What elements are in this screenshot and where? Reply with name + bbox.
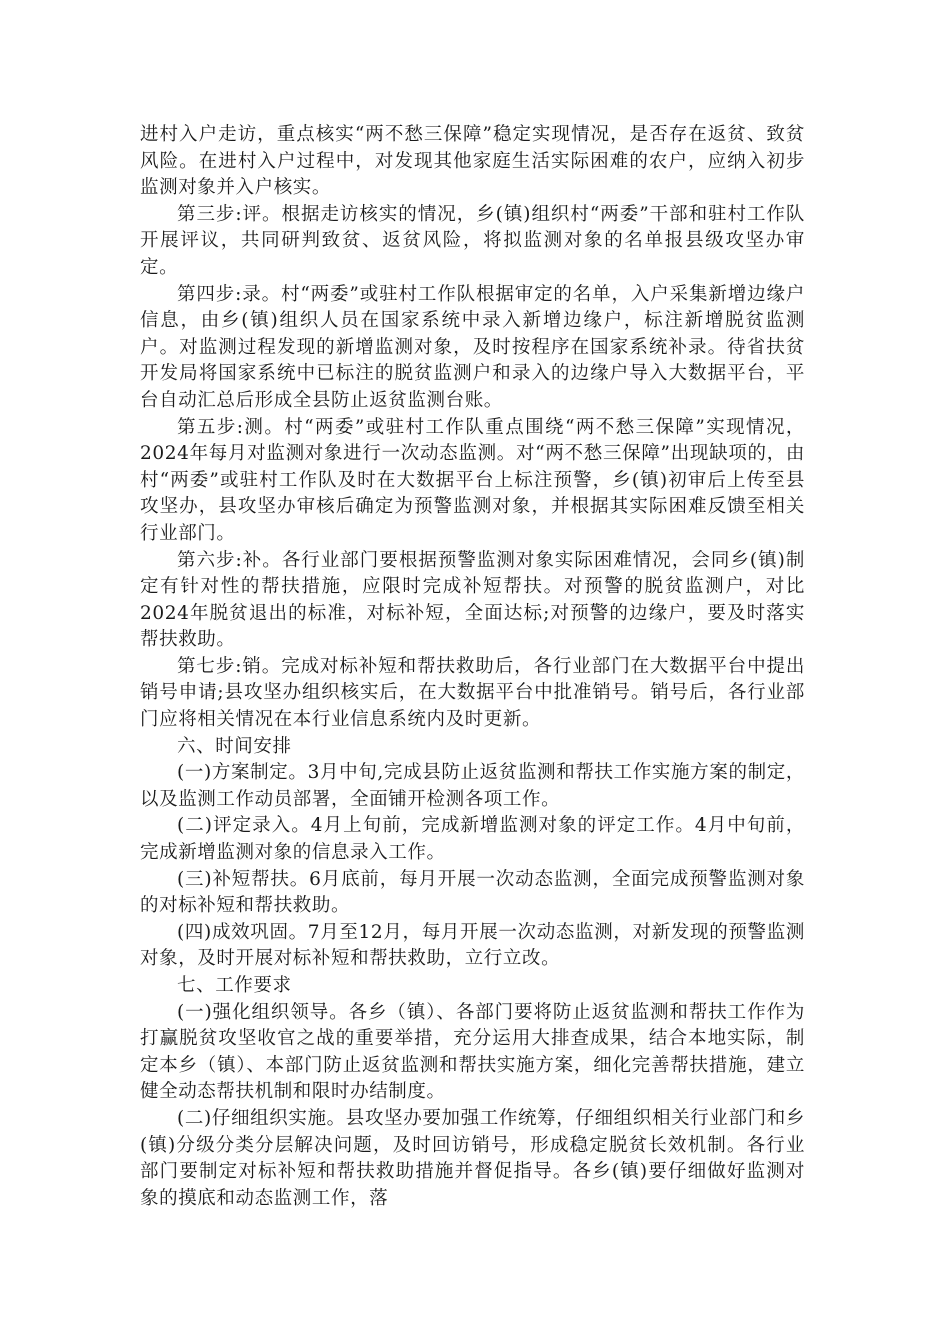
document-body [140,122,805,1212]
paragraph-step-three: 第三步:评。根据走访核实的情况，乡(镇)组织村“两委”干部和驻村工作队开展评议，共同研判致贫、返贫风险，将拟监测对象的名单报县级攻坚办审定。 [140,203,805,278]
paragraph-requirement-2: (二)仔细组织实施。县攻坚办要加强工作统筹，仔细组织相关行业部门和乡(镇)分级分类分层解决问题，及时回访销号，形成稳定脱贫长效机制。各行业部门要制定对标补短和帮扶救助措施并督促指导。各乡(镇)要仔细做好监测对象的摸底和动态监测工作，落 [140,1107,805,1209]
paragraph-step-six: 第六步:补。各行业部门要根据预警监测对象实际困难情况，会同乡(镇)制定有针对性的帮扶措施，应限时完成补短帮扶。对预警的脱贫监测户，对比2024年脱贫退出的标准，对标补短，全面达标;对预警的边缘户，要及时落实帮扶救助。 [140,549,805,651]
paragraph-schedule-1: (一)方案制定。3月中旬,完成县防止返贫监测和帮扶工作实施方案的制定，以及监测工作动员部署，全面铺开检测各项工作。 [140,762,805,810]
paragraph-schedule-2: (二)评定录入。4月上旬前，完成新增监测对象的评定工作。4月中旬前，完成新增监测对象的信息录入工作。 [140,815,805,864]
paragraph-schedule-3: (三)补短帮扶。6月底前，每月开展一次动态监测，全面完成预警监测对象的对标补短和帮扶救助。 [140,868,805,917]
section-heading-schedule: 六、时间安排 [177,735,292,757]
section-heading-requirements: 七、工作要求 [177,975,292,996]
paragraph-requirement-1: (一)强化组织领导。各乡（镇）、各部门要将防止返贫监测和帮扶工作作为打赢脱贫攻坚收官之战的重要举措，充分运用大排查成果，结合本地实际，制定本乡（镇）、本部门防止返贫监测和帮扶实施方案，细化完善帮扶措施，建立健全动态帮扶机制和限时办结制度。 [140,1001,805,1103]
paragraph-step-four: 第四步:录。村“两委”或驻村工作队根据审定的名单，入户采集新增边缘户信息，由乡(镇)组织人员在国家系统中录入新增边缘户，标注新增脱贫监测户。对监测过程发现的新增监测对象，及时按程序在国家系统补录。待省扶贫开发局将国家系统中已标注的脱贫监测户和录入的边缘户导入大数据平台，平台自动汇总后形成全县防止返贫监测台账。 [140,283,805,411]
paragraph-step-seven: 第七步:销。完成对标补短和帮扶救助后，各行业部门在大数据平台中提出销号申请;县攻坚办组织核实后，在大数据平台中批准销号。销号后，各行业部门应将相关情况在本行业信息系统内及时更新。 [140,655,805,731]
paragraph-continued: 进村入户走访，重点核实“两不愁三保障”稳定实现情况，是否存在返贫、致贫风险。在进村入户过程中，对发现其他家庭生活实际困难的农户，应纳入初步监测对象并入户核实。 [140,124,805,199]
paragraph-step-five: 第五步:测。村“两委”或驻村工作队重点围绕“两不愁三保障”实现情况，2024年每月对监测对象进行一次动态监测。对“两不愁三保障”出现缺项的，由村“两委”或驻村工作队及时在大数据平台上标注预警，乡(镇)初审后上传至县攻坚办，县攻坚办审核后确定为预警监测对象，并根据其实际困难反馈至相关行业部门。 [140,416,805,544]
paragraph-schedule-4: (四)成效巩固。7月至12月，每月开展一次动态监测，对新发现的预警监测对象，及时开展对标补短和帮扶救助，立行立改。 [140,921,805,970]
